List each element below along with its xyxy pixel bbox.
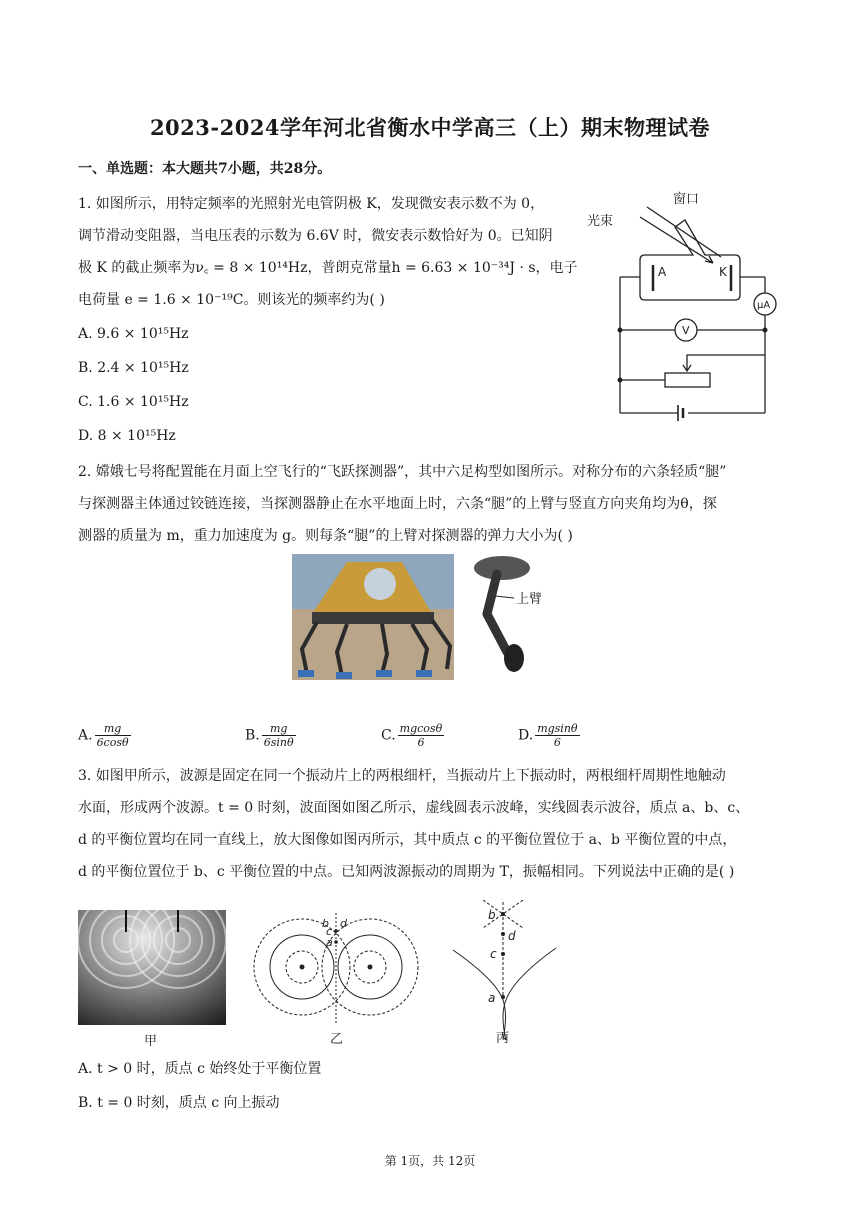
option-fraction — [398, 722, 445, 749]
question-1-option-b[interactable]: B. 2.4 × 10¹⁵Hz — [78, 360, 189, 376]
microammeter-label: μA — [757, 300, 771, 311]
cathode-label: K — [719, 265, 727, 279]
lander-photo-figure — [292, 554, 567, 680]
svg-text:d: d — [340, 917, 347, 930]
option-letter: A. — [78, 727, 93, 744]
caption-yi: 乙 — [330, 1032, 344, 1047]
numerator: mg — [95, 722, 131, 736]
question-1-line: 调节滑动变阻器，当电压表的示数为 6.6V 时，微安表示数恰好为 0。已知阴 — [78, 228, 553, 244]
svg-text:b: b — [322, 917, 329, 930]
question-2-stem — [78, 456, 790, 552]
question-1-option-a[interactable]: A. 9.6 × 10¹⁵Hz — [78, 326, 189, 342]
question-3-line: 3. 如图甲所示，波源是固定在同一个振动片上的两根细杆，当振动片上下振动时，两根细杆周期性地触动 — [78, 768, 726, 784]
page-title: 2023-2024学年河北省衡水中学高三（上）期末物理试卷 — [149, 115, 711, 140]
question-2-line: 2. 嫦娥七号将配置能在月面上空飞行的“飞跃探测器”，其中六足构型如图所示。对称分布的六条轻质“腿” — [78, 464, 727, 480]
question-2-option-a[interactable] — [78, 722, 131, 749]
window-label: 窗口 — [673, 192, 700, 207]
photoelectric-circuit-diagram — [585, 185, 785, 430]
wave-interference-diagram — [250, 905, 425, 1050]
question-2-option-d[interactable] — [518, 722, 580, 749]
point-d-label: d — [508, 929, 516, 943]
question-1-option-d[interactable]: D. 8 × 10¹⁵Hz — [78, 428, 176, 444]
section-heading: 一、单选题：本大题共7小题，共28分。 — [78, 161, 332, 177]
question-1-line: 电荷量 e = 1.6 × 10⁻¹⁹C。则该光的频率约为( ) — [78, 292, 385, 308]
ripple-tank-photo-figure — [78, 910, 226, 1050]
svg-text:c: c — [326, 925, 333, 938]
question-3-line: d 的平衡位置均在同一直线上，放大图像如图丙所示，其中质点 c 的平衡位置位于 a、b 平衡位置的中点， — [78, 832, 737, 848]
voltmeter-label: V — [682, 324, 690, 337]
option-letter: C. — [381, 727, 396, 744]
question-3-line: 水面，形成两个波源。t = 0 时刻，波面图如图乙所示，虚线圆表示波峰，实线圆表示波谷，质点 a、b、c、 — [78, 800, 750, 816]
question-2-line: 测器的质量为 m，重力加速度为 g。则每条“腿”的上臂对探测器的弹力大小为( ) — [78, 528, 573, 544]
question-2-line: 与探测器主体通过铰链连接，当探测器静止在水平地面上时，六条“腿”的上臂与竖直方向夹角均为θ，探 — [78, 496, 717, 512]
page-footer: 第 1页，共 12页 — [384, 1154, 476, 1168]
option-fraction — [95, 722, 131, 749]
point-c-label: c — [490, 947, 497, 961]
point-a-label: a — [488, 991, 496, 1005]
point-b-label: b — [488, 908, 496, 922]
upper-arm-label: 上臂 — [516, 592, 543, 607]
option-fraction — [535, 722, 579, 749]
question-2-option-c[interactable] — [381, 722, 444, 749]
denominator: 6sinθ — [263, 736, 294, 749]
numerator: mg — [262, 722, 296, 736]
anode-label: A — [658, 265, 667, 279]
question-3-stem — [78, 760, 790, 888]
svg-text:a: a — [326, 936, 333, 949]
question-3-line: d 的平衡位置位于 b、c 平衡位置的中点。已知两波源振动的周期为 T，振幅相同。下列说法中正确的是( ) — [78, 864, 735, 880]
question-3-option-a[interactable]: A. t > 0 时，质点 c 始终处于平衡位置 — [78, 1061, 322, 1077]
option-fraction — [262, 722, 296, 749]
question-3-option-b[interactable]: B. t = 0 时刻，质点 c 向上振动 — [78, 1095, 280, 1111]
option-letter: D. — [518, 727, 534, 744]
question-1-stem — [78, 188, 588, 316]
denominator: 6 — [553, 736, 561, 749]
question-1-line: 极 K 的截止频率为ν꜀ = 8 × 10¹⁴Hz，普朗克常量h = 6.63 × 10⁻³⁴J · s，电子 — [78, 260, 578, 276]
caption-jia: 甲 — [144, 1034, 158, 1049]
beam-label: 光束 — [587, 214, 614, 229]
question-2-option-b[interactable] — [245, 722, 296, 749]
caption-bing: 丙 — [496, 1031, 510, 1046]
magnified-point-diagram — [448, 900, 563, 1050]
question-1-line: 1. 如图所示，用特定频率的光照射光电管阴极 K，发现微安表示数不为 0， — [78, 196, 545, 212]
numerator: mgcosθ — [399, 722, 443, 735]
numerator: mgsinθ — [537, 722, 578, 735]
denominator: 6cosθ — [96, 736, 129, 749]
option-letter: B. — [245, 727, 260, 744]
denominator: 6 — [417, 736, 425, 749]
question-1-option-c[interactable]: C. 1.6 × 10¹⁵Hz — [78, 394, 189, 410]
